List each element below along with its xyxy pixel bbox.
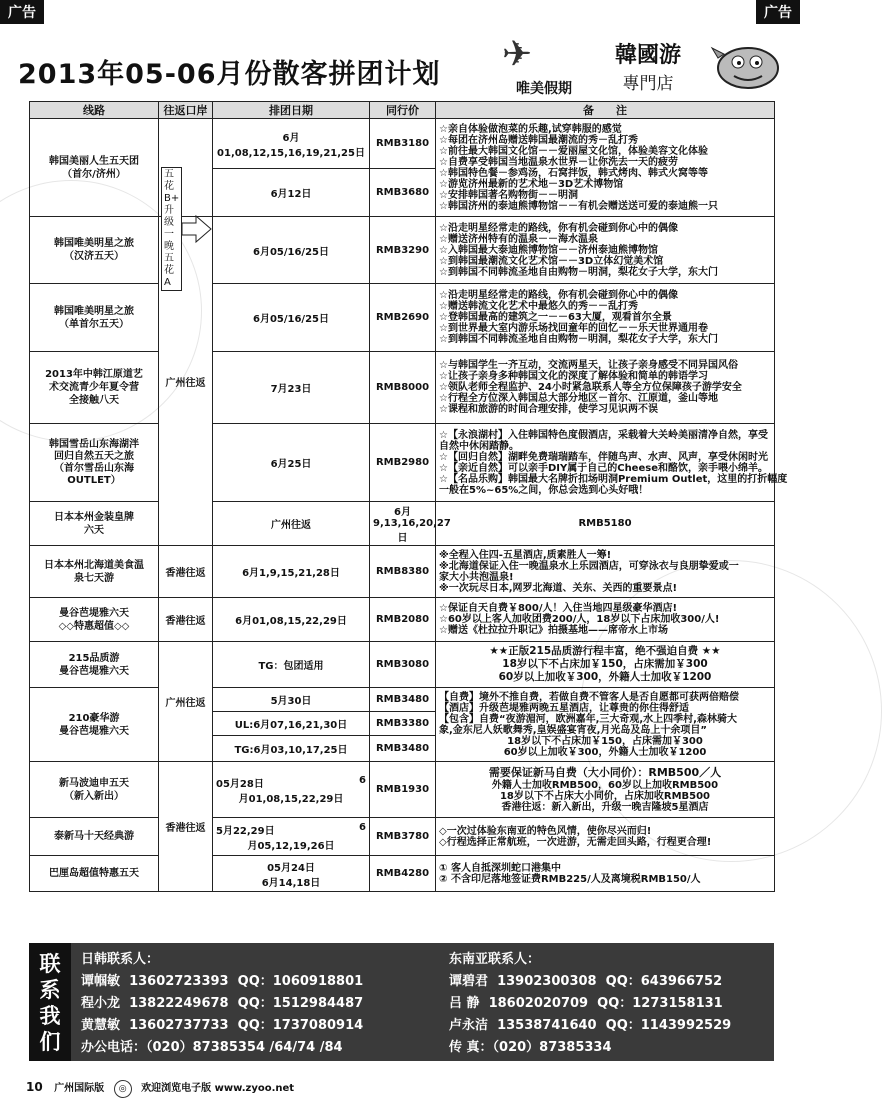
route-name: 日本本州金装皇牌 六天 xyxy=(30,502,159,546)
contact-entry xyxy=(449,971,731,993)
note-line: ☆入韩国最大泰迪熊博物馆－－济州泰迪熊博物馆 xyxy=(439,244,658,256)
contact-entry xyxy=(81,971,363,993)
note-line: 自然中休闲踏静。 xyxy=(439,440,519,452)
note-line: ☆安排韩国著名购物街－－明洞 xyxy=(439,189,578,201)
table-row xyxy=(30,688,775,712)
tour-dates xyxy=(213,762,370,818)
note-line: ☆沿走明星经常走的路线，你有机会碰到你心中的偶像 xyxy=(439,290,678,301)
note-line: ◇一次过体验东南亚的特色风情，使你尽兴而归! xyxy=(439,825,652,837)
table-row xyxy=(30,352,775,424)
route-name: 韩国美丽人生五天团 （首尔/济州） xyxy=(30,119,159,217)
note-line: ☆沿走明星经常走的路线，你有机会碰到你心中的偶像 xyxy=(439,222,678,234)
tour-dates: 6月1,9,15,21,28日 xyxy=(213,546,370,598)
note-line: ☆亲自体验做泡菜的乐趣,试穿韩服的感觉 xyxy=(439,123,622,135)
note-line: 60岁以上加收￥300，外籍人士加收￥1200 xyxy=(503,746,707,758)
page-footer xyxy=(26,1079,294,1098)
note-line: ① 客人自抵深圳蛇口港集中 xyxy=(439,862,561,874)
table-row xyxy=(30,856,775,892)
note-line: ☆到韩国最潮流文化艺术馆－－3D立体幻觉美术馆 xyxy=(439,255,664,267)
bird-logo-icon: ✈ xyxy=(502,34,533,75)
contact-name: 吕 静 xyxy=(449,996,480,1011)
note-line: 18岁以下不占床加￥150，占床需加￥300 xyxy=(502,658,708,670)
header-port: 往返口岸 xyxy=(159,102,213,119)
table-row xyxy=(30,502,775,546)
note-line: ☆游览济州最新的艺术地－3D艺术博物馆 xyxy=(439,178,624,190)
page-number: 10 xyxy=(26,1080,43,1094)
note-line: ☆赠送韩流文化艺术中最悠久的秀－－乱打秀 xyxy=(439,301,638,312)
contact-qq: QQ：1060918801 xyxy=(237,974,364,989)
route-name: 韩国唯美明星之旅 （单首尔五天） xyxy=(30,284,159,352)
note-line: ☆韩国特色餐－参鸡汤，石窝拌饭，韩式烤肉、韩式火窝等等 xyxy=(439,167,708,179)
ad-label-right: 广告 xyxy=(756,0,800,24)
contact-phone: 13822249678 xyxy=(129,996,229,1011)
brand-right-line1: 韓國游 xyxy=(615,42,682,68)
tour-dates xyxy=(213,856,370,892)
contact-name: 黄慧敏 xyxy=(81,1018,121,1033)
date-line: 05月24日 xyxy=(267,862,315,874)
contact-qq: QQ：1737080914 xyxy=(237,1018,364,1033)
contact-qq: QQ：1512984487 xyxy=(237,996,364,1011)
contact-qq: QQ：1273158131 xyxy=(597,996,723,1011)
tour-price: RMB8380 xyxy=(370,546,436,598)
upgrade-note: 五花B+ 升级一 晚五花A xyxy=(161,167,182,291)
table-row xyxy=(30,642,775,688)
tour-notes xyxy=(436,217,775,284)
note-line: ☆课程和旅游的时间合理安排，使学习见识两不误 xyxy=(439,404,658,415)
tour-dates xyxy=(213,818,370,856)
tour-price: RMB2080 xyxy=(370,598,436,642)
left-contact-title: 日韩联系人： xyxy=(81,952,160,967)
contact-entry xyxy=(449,1015,731,1037)
header-route: 线路 xyxy=(30,102,159,119)
tour-dates: 6月01,08,12,15,16,19,21,25日 xyxy=(213,119,370,169)
tour-dates: 6月05/16/25日 xyxy=(213,284,370,352)
note-line: 外籍人士加收RMB500，60岁以上加收RMB500 xyxy=(491,780,719,791)
note-line: ☆保证自天自费￥800/人！入住当地四星级豪华酒店! xyxy=(439,603,678,614)
tour-dates: 6月9,13,16,20,27日 xyxy=(370,502,436,546)
note-line: ☆【亲近自然】可以亲手DIY属于自己的Cheese和酪饮，亲手喂小绵羊。 xyxy=(439,462,768,474)
contact-name: 卢永洁 xyxy=(449,1018,489,1033)
note-line: ※全程入住四-五星酒店,质素胜人一筹! xyxy=(439,549,612,561)
tour-notes xyxy=(436,284,775,352)
tour-dates: 6月01,08,15,22,29日 xyxy=(213,598,370,642)
table-row xyxy=(30,284,775,352)
note-line: ☆自费享受韩国当地温泉水世界－让你洗去一天的疲劳 xyxy=(439,156,678,168)
contact-entry xyxy=(449,993,731,1015)
note-line: ☆【回归自然】湖畔免费瑞瑞踏车，伴随鸟声、水声、风声，享受休闲时光 xyxy=(439,451,768,463)
tour-notes xyxy=(436,352,775,424)
side-char: 我 xyxy=(39,1004,61,1028)
footer-website[interactable]: 欢迎浏览电子版 www.zyoo.net xyxy=(141,1083,295,1094)
tour-notes xyxy=(436,856,775,892)
tour-dates: UL:6月07,16,21,30日 xyxy=(213,712,370,736)
note-line: ☆韩国济州的泰迪熊博物馆－－有机会赠送送可爱的泰迪熊一只 xyxy=(439,200,718,212)
contact-right-column xyxy=(449,949,731,1059)
note-line: ☆每团在济州岛赠送韩国最潮流的秀－乱打秀 xyxy=(439,134,638,146)
footer-edition: 广州国际版 xyxy=(54,1083,105,1094)
tour-dates: TG:6月03,10,17,25日 xyxy=(213,736,370,762)
tour-dates: 6月12日 xyxy=(213,169,370,217)
side-char: 们 xyxy=(39,1030,61,1054)
note-line: ☆【永浪湖村】入住韩国特色度假酒店，采载着大关岭美丽清净自然，享受 xyxy=(439,429,768,441)
fax-number: 传 真：（020）87385334 xyxy=(449,1040,612,1055)
port-cell: 广州往返 xyxy=(159,217,213,546)
tour-price: RMB2980 xyxy=(370,424,436,502)
tour-dates: 7月23日 xyxy=(213,352,370,424)
date-line: 月05,12,19,26日 xyxy=(247,840,335,852)
note-line: 60岁以上加收￥300，外籍人士加收￥1200 xyxy=(498,671,712,683)
port-cell: 香港往返 xyxy=(159,762,213,892)
contact-name: 程小龙 xyxy=(81,996,121,1011)
table-row xyxy=(30,424,775,502)
note-line: 18岁以下不占床大小同价，占床加收RMB500 xyxy=(499,791,711,802)
ad-label-left: 广告 xyxy=(0,0,44,24)
tour-price: RMB3290 xyxy=(370,217,436,284)
note-line: 一般在5%~65%之间，你总会选到心头好哦！ xyxy=(439,484,649,496)
tour-price: RMB3480 xyxy=(370,736,436,762)
tour-price: RMB3180 xyxy=(370,119,436,169)
route-name: 215品质游 曼谷芭堤雅六天 xyxy=(30,642,159,688)
route-name: 泰新马十天经典游 xyxy=(30,818,159,856)
route-name: 韩国唯美明星之旅 （汉济五天） xyxy=(30,217,159,284)
tour-notes xyxy=(436,598,775,642)
port-cell xyxy=(159,119,213,288)
side-char: 联 xyxy=(39,952,61,976)
note-line: ☆到韩国不同韩流圣地自由购物－明洞，梨花女子大学，东大门 xyxy=(439,266,718,278)
tour-dates: 6月05/16/25日 xyxy=(213,217,370,284)
date-line: 6 xyxy=(359,821,366,833)
note-line: ※北海道保证入住一晚温泉水上乐园酒店，可穿泳衣与良朋挚爱或一 xyxy=(439,560,739,572)
tour-dates: TG：包团适用 xyxy=(213,642,370,688)
note-line: 【包含】自费“夜游湄河，欧洲嘉年,三大奇观,水上四季村,森林骑大 xyxy=(439,713,737,725)
page-title: 2013年05-06月份散客拼团计划 xyxy=(18,59,441,90)
note-line: 【酒店】升级芭堤雅两晚五星酒店，让尊贵的你住得舒适 xyxy=(439,702,689,714)
tour-price: RMB3780 xyxy=(370,818,436,856)
tour-notes xyxy=(436,762,775,818)
tour-notes xyxy=(436,546,775,598)
route-name: 韩国雪岳山东海湖泮 回归自然五天之旅 （首尔雪岳山东海 OUTLET） xyxy=(30,424,159,502)
tour-notes xyxy=(436,424,788,502)
arrow-right-icon xyxy=(182,215,212,243)
port-cell: 广州往返 xyxy=(213,502,370,546)
contact-qq: QQ：1143992529 xyxy=(605,1018,732,1033)
contact-phone: 13602723393 xyxy=(129,974,229,989)
tour-price: RMB3080 xyxy=(370,642,436,688)
note-line: ☆60岁以上客人加收团费200/人，18岁以下占床加收300/人! xyxy=(439,614,720,625)
tour-notes xyxy=(436,642,775,688)
contact-entry xyxy=(81,993,363,1015)
brand-logo-left xyxy=(498,30,608,100)
publisher-logo-icon: ◎ xyxy=(114,1080,132,1098)
brand-left-name: 唯美假期 xyxy=(516,81,572,97)
note-line: ☆【名品乐购】韩国最大名牌折扣场明洞Premium Outlet，这里的打折幅度 xyxy=(439,473,788,485)
tour-price: RMB1930 xyxy=(370,762,436,818)
date-line: 5月22,29日 xyxy=(216,825,275,837)
route-name: 新马波迪申五天 （新入新出） xyxy=(30,762,159,818)
note-line: ☆赠送《杜拉拉升职记》拍摄基地——席帝水上市场 xyxy=(439,625,668,636)
contact-phone: 13602737733 xyxy=(129,1018,229,1033)
right-contact-title: 东南亚联系人： xyxy=(449,952,541,967)
tour-dates: 5月30日 xyxy=(213,688,370,712)
note-line: ★★正版215品质游行程丰富，绝不强迫自费 ★★ xyxy=(489,645,721,657)
route-name: 曼谷芭堤雅六天 ◇◇特惠超值◇◇ xyxy=(30,598,159,642)
contact-name: 谭帼敏 xyxy=(81,974,121,989)
contact-phone: 13902300308 xyxy=(497,974,597,989)
header-dates: 排团日期 xyxy=(213,102,370,119)
port-cell: 香港往返 xyxy=(159,598,213,642)
tour-schedule-table xyxy=(29,101,788,892)
note-line: ☆登韩国最高的建筑之一－－63大厦，观看首尔全景 xyxy=(439,312,672,323)
contact-side-label xyxy=(29,943,71,1061)
tour-price: RMB3680 xyxy=(370,169,436,217)
route-name: 巴厘岛超值特惠五天 xyxy=(30,856,159,892)
route-name: 210豪华游 曼谷芭堤雅六天 xyxy=(30,688,159,762)
contact-qq: QQ：643966752 xyxy=(605,974,723,989)
brand-logo-right xyxy=(615,38,681,94)
route-name: 2013年中韩江原道艺 术交流青少年夏令营 全接触八天 xyxy=(30,352,159,424)
port-cell: 广州往返 xyxy=(159,642,213,762)
table-header-row xyxy=(30,102,775,119)
tour-price: RMB3380 xyxy=(370,712,436,736)
header-notes: 备 注 xyxy=(436,102,775,119)
route-name: 日本本州北海道美食温 泉七天游 xyxy=(30,546,159,598)
date-line: 6 xyxy=(359,774,366,786)
note-line: ② 不含印尼落地签证费RMB225/人及离境税RMB150/人 xyxy=(439,873,701,885)
note-line: 【自费】境外不推自费，若做自费不管客人是否自愿都可获两倍赔偿 xyxy=(439,691,739,703)
tour-price: RMB3480 xyxy=(370,688,436,712)
contact-phone: 18602020709 xyxy=(488,996,589,1011)
table-row xyxy=(30,598,775,642)
note-line: ☆到韩国不同韩流圣地自由购物－明洞，梨花女子大学，东大门 xyxy=(439,334,718,345)
tour-price: RMB2690 xyxy=(370,284,436,352)
table-row xyxy=(30,762,775,818)
brand-right-line2: 專門店 xyxy=(622,74,674,94)
port-cell: 香港往返 xyxy=(159,546,213,598)
date-line: 05月28日 xyxy=(216,778,264,790)
tour-price: RMB5180 xyxy=(436,502,775,546)
side-char: 系 xyxy=(39,978,61,1002)
table-row xyxy=(30,217,775,284)
contact-panel xyxy=(29,943,774,1061)
header-price: 同行价 xyxy=(370,102,436,119)
contact-entry xyxy=(81,1015,363,1037)
tour-notes xyxy=(436,688,775,762)
date-line: 月01,08,15,22,29日 xyxy=(238,793,344,805)
office-phone: 办公电话：（020）87385354 /64/74 /84 xyxy=(81,1040,343,1055)
table-row xyxy=(30,546,775,598)
note-line: ☆前往最大韩国文化馆－－爱丽屋文化馆，体验美容文化体验 xyxy=(439,145,708,157)
note-line: ◇行程选择正常航班，一次进游，无需走回头路，行程更合理! xyxy=(439,836,712,848)
contact-left-column xyxy=(81,949,363,1059)
contact-phone: 13538741640 xyxy=(497,1018,597,1033)
note-line: ☆行程全方位深入韩国总大部分地区－首尔、江原道，釜山等地 xyxy=(439,393,718,404)
note-line: 香港往返：新入新出，升级一晚吉隆坡5星酒店 xyxy=(501,802,709,813)
note-line: 需要保证新马自费（大小同价）：RMB500／人 xyxy=(488,766,722,779)
note-line: ☆让孩子亲身多种韩国文化的深度了解体验和简单的韩语学习 xyxy=(439,371,708,382)
tour-price: RMB8000 xyxy=(370,352,436,424)
tour-notes xyxy=(436,119,775,217)
note-line: 象,金东尼人妖歌舞秀,皇娱盛宴宵夜,月光岛及岛上十余项目” xyxy=(439,724,707,736)
contact-name: 谭碧君 xyxy=(449,974,489,989)
note-line: ※一次玩尽日本,网罗北海道、关东、关西的重要景点! xyxy=(439,582,678,594)
table-row xyxy=(30,119,775,169)
note-line: ☆到世界最大室内游乐场找回童年的回忆－－乐天世界通用卷 xyxy=(439,323,708,334)
tour-price: RMB4280 xyxy=(370,856,436,892)
tour-notes xyxy=(436,818,775,856)
note-line: ☆赠送济州特有的温泉－－海水温泉 xyxy=(439,233,598,245)
date-line: 6月14,18日 xyxy=(261,877,321,889)
tour-dates: 6月25日 xyxy=(213,424,370,502)
table-row xyxy=(30,818,775,856)
note-line: 家大小共泡温泉! xyxy=(439,571,514,583)
note-line: ☆与韩国学生一齐互动，交流两星天，让孩子亲身感受不同异国风俗 xyxy=(439,360,738,371)
mascot-icon xyxy=(712,38,782,92)
note-line: 18岁以下不占床加￥150，占床需加￥300 xyxy=(507,735,703,747)
note-line: ☆领队老师全程监护、24小时紧急联系人等全方位保障孩子游学安全 xyxy=(439,382,742,393)
